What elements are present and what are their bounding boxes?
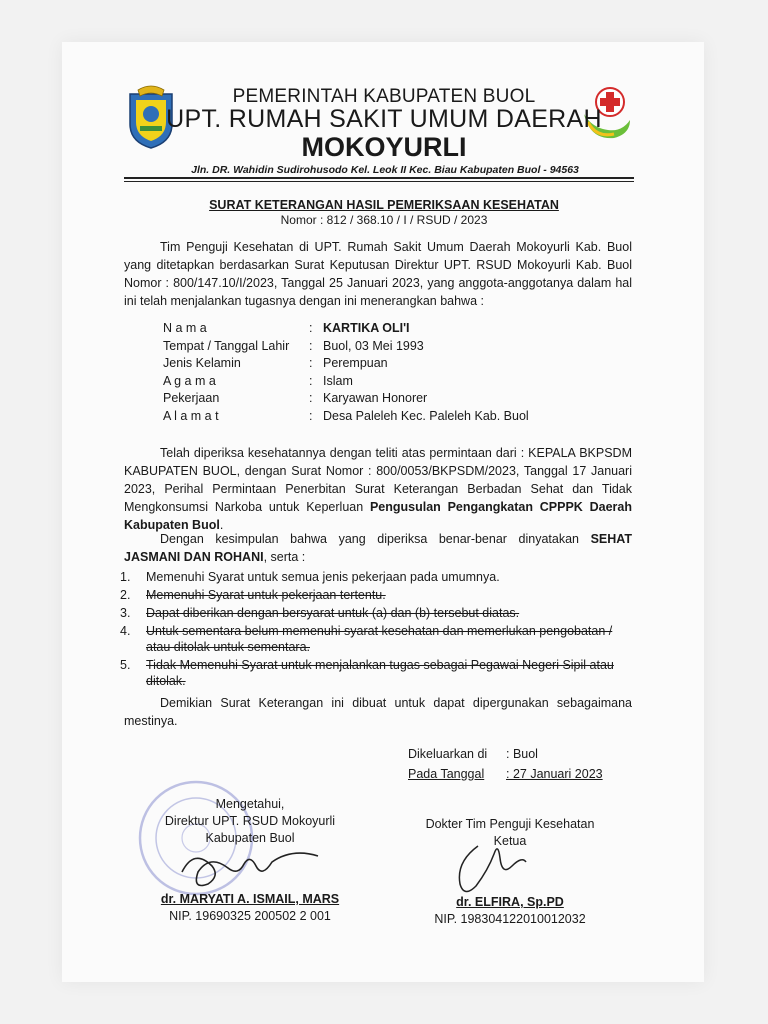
condition-number: 5. <box>120 658 131 672</box>
conclusion-paragraph <box>124 530 632 566</box>
signatory-left-line1: Mengetahui, <box>215 797 285 811</box>
identity-label: Pekerjaan <box>163 391 220 405</box>
condition-text-struck: Untuk sementara belum memenuhi syarat kesehatan dan memerlukan pengobatan / atau ditolak untuk sementara. <box>146 624 613 654</box>
identity-value-name: KARTIKA OLI'I <box>323 321 410 335</box>
identity-separator: : <box>309 373 313 388</box>
identity-value: Perempuan <box>323 356 388 370</box>
identity-label: A l a m a t <box>163 408 219 423</box>
signature-right-icon <box>448 836 548 900</box>
issued-date-label: Pada Tanggal <box>408 767 485 781</box>
identity-value: Desa Paleleh Kec. Paleleh Kab. Buol <box>323 408 529 423</box>
condition-text-struck: Dapat diberikan dengan bersyarat untuk (a) dan (b) tersebut diatas. <box>146 606 520 620</box>
issued-place-row <box>408 744 603 764</box>
issued-date-value: : 27 Januari 2023 <box>506 767 603 781</box>
identity-row <box>163 391 529 409</box>
condition-item <box>120 605 632 621</box>
identity-row <box>163 356 529 374</box>
identity-separator: : <box>309 408 313 423</box>
signatory-right-line1: Dokter Tim Penguji Kesehatan <box>425 817 595 831</box>
header-divider-thin <box>124 181 634 182</box>
conclusion-verdict: SEHAT JASMANI DAN ROHANI <box>124 532 632 564</box>
signatory-right-line2: Ketua <box>493 834 527 848</box>
condition-number: 2. <box>120 588 131 602</box>
exam-end: . <box>219 518 224 532</box>
identity-label: Tempat / Tanggal Lahir <box>163 338 290 353</box>
header-hospital-title: MOKOYURLI <box>301 132 467 162</box>
identity-separator: : <box>309 391 313 405</box>
issued-place-label: Dikeluarkan di <box>408 747 488 761</box>
exam-paragraph <box>124 444 632 534</box>
identity-row <box>163 374 529 392</box>
issued-place-value: : Buol <box>506 747 538 761</box>
condition-text: Memenuhi Syarat untuk semua jenis pekerjaan pada umumnya. <box>146 570 500 584</box>
header-divider-thick <box>124 177 634 179</box>
exam-purpose: Pengusulan Pengangkatan CPPPK Daerah Kabupaten Buol <box>124 500 632 532</box>
signatory-left-line2: Direktur UPT. RSUD Mokoyurli <box>164 814 336 828</box>
identity-separator: : <box>309 338 313 353</box>
conclusion-text: Dengan kesimpulan bahwa yang diperiksa benar-benar dinyatakan <box>160 532 591 546</box>
header-government-name: PEMERINTAH KABUPATEN BUOL <box>232 86 536 107</box>
condition-item <box>120 657 632 689</box>
condition-item <box>120 569 632 585</box>
issued-date-row <box>408 764 603 784</box>
signature-left-icon <box>172 842 322 894</box>
identity-label: N a m a <box>163 321 207 335</box>
signatory-right-name: dr. ELFIRA, Sp.PD <box>456 895 564 909</box>
condition-text-struck: Memenuhi Syarat untuk pekerjaan tertentu. <box>146 588 386 602</box>
condition-text-struck: Tidak Memenuhi Syarat untuk menjalankan tugas sebagai Pegawai Negeri Sipil atau ditolak. <box>146 658 614 688</box>
identity-separator: : <box>309 321 313 335</box>
header-address: Jln. DR. Wahidin Sudirohusodo Kel. Leok II Kec. Biau Kabupaten Buol - 94563 <box>191 164 579 176</box>
identity-label: A g a m a <box>163 373 216 388</box>
document-title: SURAT KETERANGAN HASIL PEMERIKSAAN KESEHATAN <box>209 198 559 212</box>
identity-row <box>163 339 529 357</box>
identity-value: Islam <box>323 373 353 388</box>
document-number: Nomor : 812 / 368.10 / I / RSUD / 2023 <box>280 213 488 227</box>
signatory-left-nip: NIP. 19690325 200502 2 001 <box>169 909 331 923</box>
signatory-left-name: dr. MARYATI A. ISMAIL, MARS <box>160 892 340 906</box>
condition-number: 3. <box>120 606 131 620</box>
identity-separator: : <box>309 356 313 370</box>
identity-value: Buol, 03 Mei 1993 <box>323 338 424 353</box>
condition-number: 4. <box>120 624 131 638</box>
closing-paragraph: Demikian Surat Keterangan ini dibuat untuk dapat dipergunakan sebagaimana mestinya. <box>124 696 632 728</box>
issued-block <box>408 744 603 784</box>
signatory-right-nip: NIP. 198304122010012032 <box>434 912 586 926</box>
header-hospital-name: UPT. RUMAH SAKIT UMUM DAERAH <box>166 105 602 133</box>
intro-paragraph: Tim Penguji Kesehatan di UPT. Rumah Sakit Umum Daerah Mokoyurli Kab. Buol yang ditetapkan berdasarkan Surat Keputusan Direktur UPT. RSUD Mokoyurli Kab. Buol Nomor : 800/147.10/I/2023, Tanggal 25 Januari 2023, yang anggota-anggotanya dalam hal ini telah menjalankan tugasnya dengan ini menerangkan bahwa : <box>124 240 632 308</box>
identity-table <box>163 321 529 426</box>
exam-text: Telah diperiksa kesehatannya dengan teliti atas permintaan dari : KEPALA BKPSDM KABUPATEN BUOL, dengan Surat Nomor : 800/0053/BKPSDM/2023, Tanggal 17 Januari 2023, Perihal Permintaan Penerbitan Surat Keterangan Berbadan Sehat dan Tidak Mengkonsumsi Narkoba untuk Keperluan <box>124 446 632 514</box>
signatory-left-line3: Kabupaten Buol <box>205 831 295 845</box>
condition-number: 1. <box>120 570 131 584</box>
identity-value: Karyawan Honorer <box>323 391 428 405</box>
identity-row <box>163 321 529 339</box>
identity-row <box>163 409 529 427</box>
conditions-list <box>120 569 632 691</box>
condition-item <box>120 587 632 603</box>
condition-item <box>120 623 632 655</box>
conclusion-end: , serta : <box>263 550 306 564</box>
identity-label: Jenis Kelamin <box>163 356 241 370</box>
